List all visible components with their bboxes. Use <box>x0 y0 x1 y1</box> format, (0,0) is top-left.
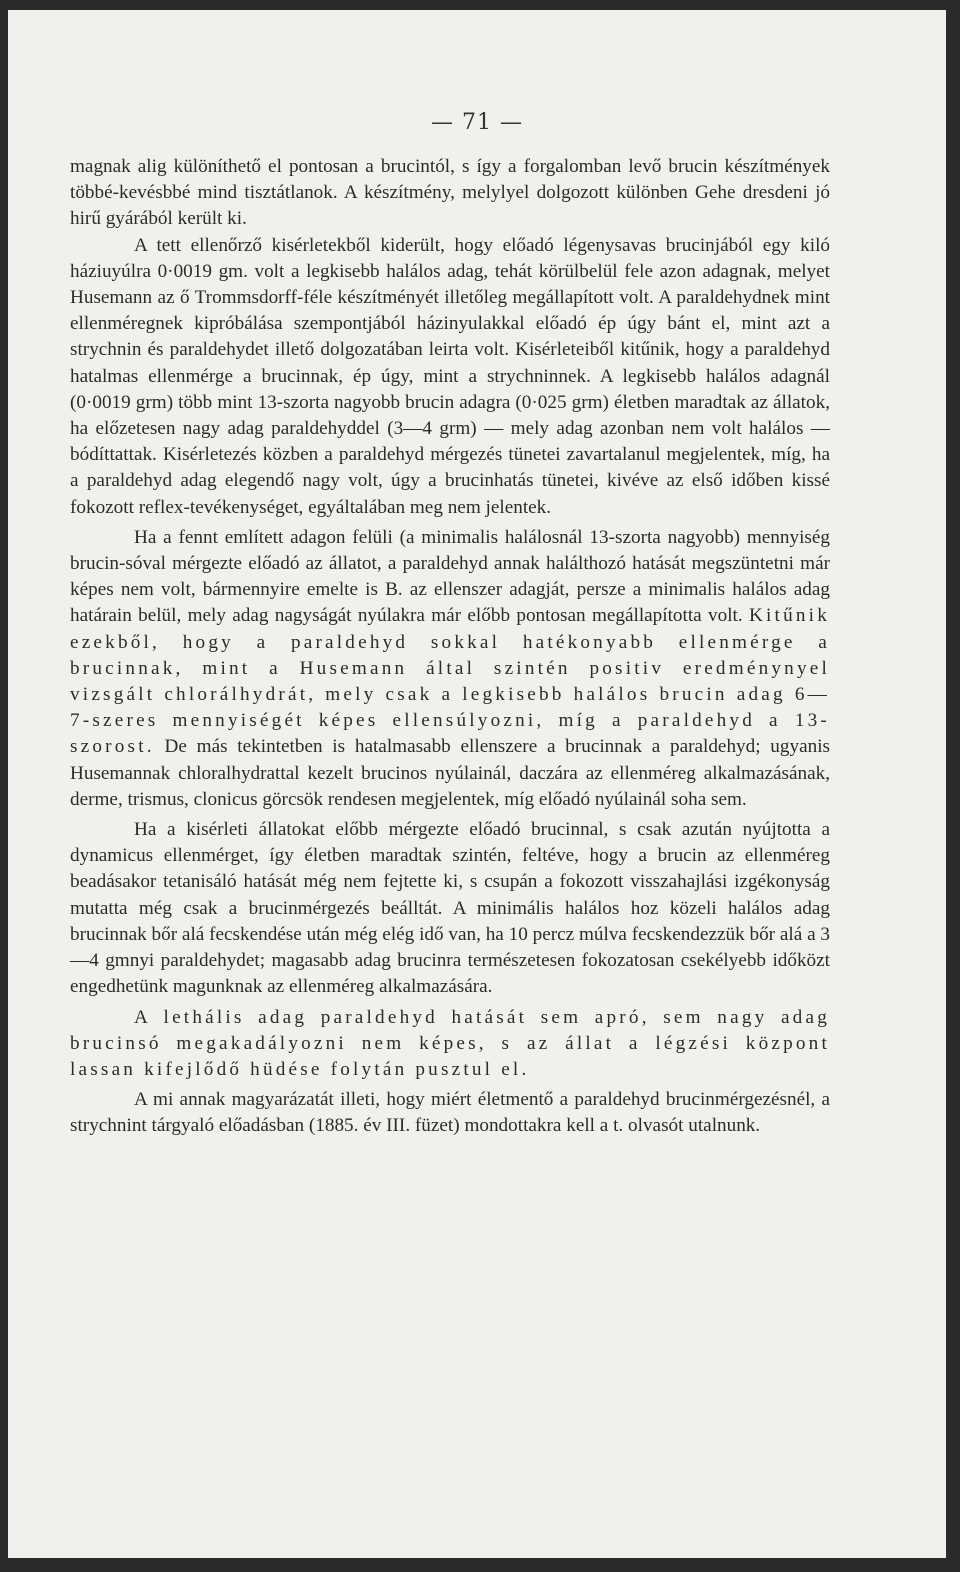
paragraph-3-spaced-emphasis: Kitűnik ezekből, hogy a paraldehyd sokkal hatékonyabb ellenmérge a brucinnak, mint a Husemann által szintén positiv eredménynyel vizsgált chlorálhydrát, mely csak a legkisebb halálos brucin adag 6—7-szeres mennyiségét képes ellensúlyozni, míg a paraldehyd a 13-szorost. <box>70 605 830 758</box>
paragraph-3 <box>70 525 830 813</box>
paragraph-2-text: A tett ellenőrző kisérletekből kiderült, hogy előadó légenysavas brucinjából egy kiló háziuyúlra 0·0019 gm. volt a legkisebb halálos adag, tehát körülbelül fele azon adagnak, melyet Husemann az ő Trommsdorff-féle készítményét illetőleg megállapított volt. A paraldehydnek mint ellenméregnek kipróbálása szempontjából házinyulakkal előadó ép úgy bánt el, mint azt a strychnin és paraldehydet illető dolgozatában leirta volt. Kisérleteiből kitűnik, hogy a paraldehyd hatalmas ellenmérge a brucinnak, ép úgy, mint a strychninnek. A legkisebb halálos adagnál (0·0019 grm) több mint 13-szorta nagyobb brucin adagra (0·025 grm) életben maradtak az állatok, ha előzetesen nagy adag paraldehyddel (3—4 grm) — mely adag azonban nem volt halálos — bódíttattak. Kisérletezés közben a paraldehyd mérgezés tünetei zavartalanul megjelentek, míg, ha a paraldehyd adag elegendő nagy volt, úgy a brucinhatás tünetei, kivéve az első időben kissé fokozott reflex-tevékenységet, egyáltalában meg nem jelentek. <box>70 234 830 518</box>
paragraph-2 <box>70 233 830 521</box>
scanned-page <box>8 10 946 1558</box>
paragraph-5-spaced-emphasis: A lethális adag paraldehyd hatását sem apró, sem nagy adag brucinsó megakadályozni nem képes, s az állat a légzési központ lassan kifejlődő hüdése folytán pusztul el. <box>70 1006 830 1080</box>
paragraph-6-text: A mi annak magyarázatát illeti, hogy miért életmentő a paraldehyd brucinmérgezésnél, a strychnint tárgyaló előadásban (1885. év III. füzet) mondottakra kell a t. olvasót utalnunk. <box>70 1089 830 1137</box>
paragraph-1 <box>70 154 830 233</box>
paragraph-3-text-b: De más tekintetben is hatalmasabb ellenszere a brucinnak a paraldehyd; ugyanis Husemannak chloralhydrattal kezelt brucinos nyúlainál, daczára az ellenméreg alkalmazásának, derme, trismus, clonicus görcsök rendesen megjelentek, míg előadó nyúlainál soha sem. <box>70 736 830 810</box>
paragraph-6 <box>70 1087 830 1139</box>
paragraph-1-text: magnak alig különíthető el pontosan a brucintól, s így a forgalomban levő brucin készítmények többé-kevésbbé mind tisztátlanok. A készítmény, melylyel dolgozott különben Gehe dresdeni jó hirű gyárából került ki. <box>70 156 830 230</box>
page-number: — 71 — <box>431 110 523 135</box>
paragraph-3-text-a: Ha a fennt említett adagon felüli (a minimalis halálosnál 13-szorta nagyobb) mennyiség brucin-sóval mérgezte előadó az állatot, a paraldehyd annak halálthozó hatását megszüntetni már képes nem volt, bármennyire emelte is B. az ellenszer adagját, persze a minimalis halálos adag határain belül, mely adag nagyságát nyúlakra már előbb pontosan megállapította volt. <box>70 526 830 627</box>
paragraph-5 <box>70 1005 830 1084</box>
body-text <box>70 154 830 1140</box>
paragraph-4 <box>70 817 830 1000</box>
paragraph-4-text: Ha a kisérleti állatokat előbb mérgezte előadó brucinnal, s csak azután nyújtotta a dynamicus ellenmérget, így életben maradtak szintén, feltéve, hogy a brucin az ellenméreg beadásakor tetanisáló hatását még nem fejtette ki, s csupán a fokozott visszahajlási izgékonyság mutatta még csak a brucinmérgezés beálltát. A minimális halálos hoz közeli halálos adag brucinnak bőr alá fecskendése után még elég idő van, ha 10 percz múlva fecskendezzük bőr alá a 3—4 gmnyi paraldehydet; magasabb adag brucinra természetesen fokozatosan csekélyebb időközt engedhetünk magunknak az ellenméreg alkalmazására. <box>70 819 830 998</box>
